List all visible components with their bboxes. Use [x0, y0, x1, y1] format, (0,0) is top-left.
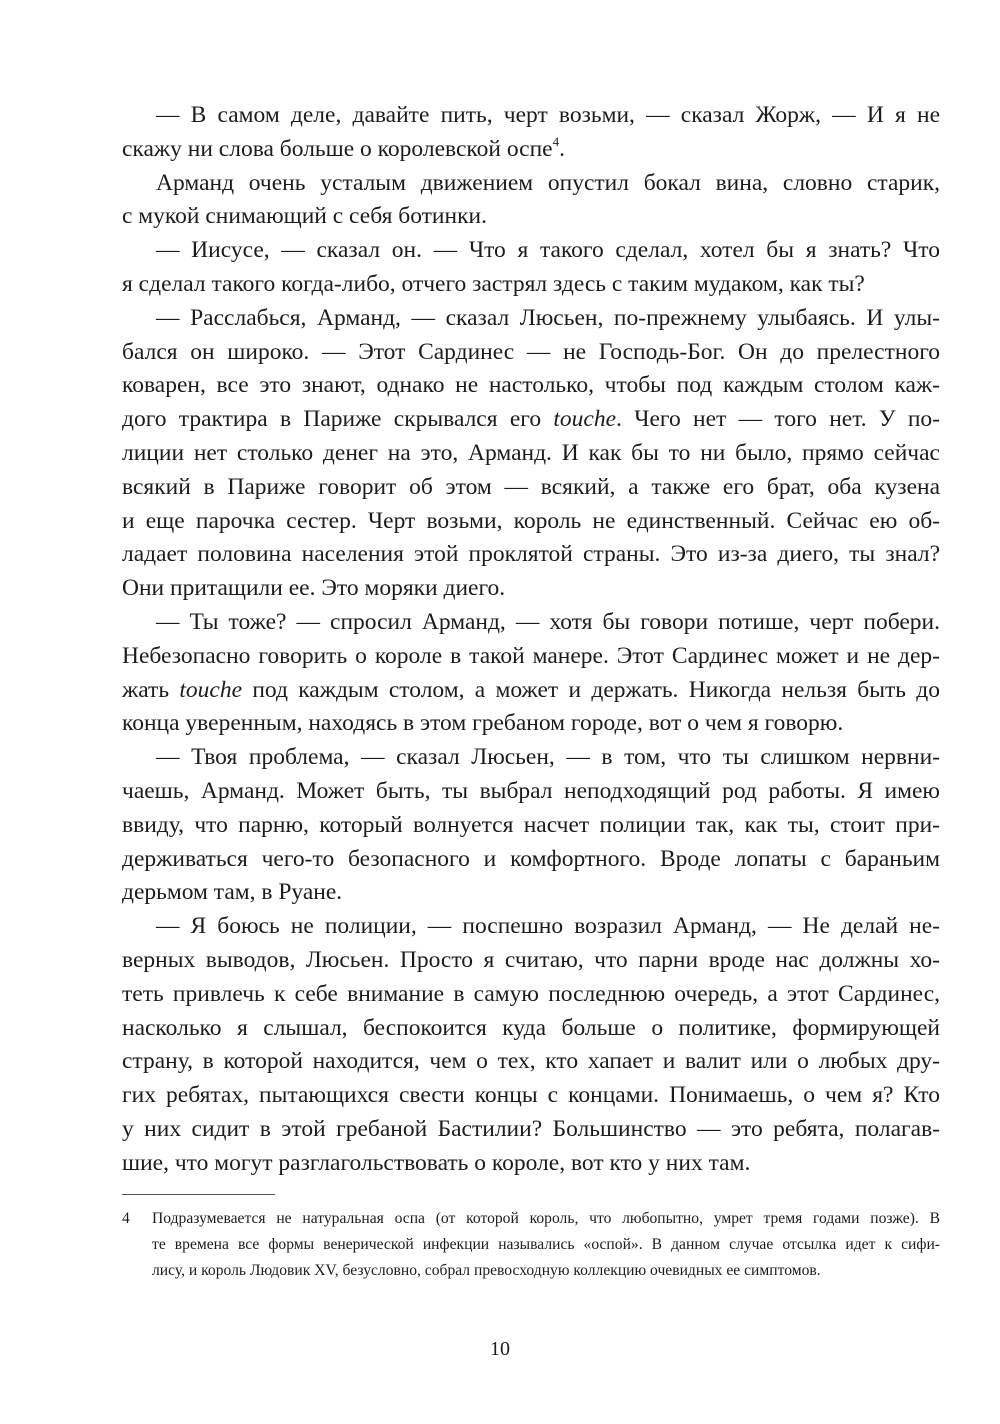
text-line: — В самом деле, давайте пить, черт возьми, — сказал Жорж, — И я не — [156, 102, 940, 128]
text-line: верных выводов, Люсьен. Просто я считаю, что парни вроде нас должны хо- — [122, 946, 940, 973]
text-line: — Иисусе, — сказал он. — Что я такого сделал, хотел бы я знать? Что — [156, 237, 940, 264]
main-text — [122, 99, 940, 1181]
text-line: — Твоя проблема, — сказал Люсьен, — в том, что ты слишком нервни- — [156, 744, 940, 771]
footnote — [122, 1206, 940, 1284]
text-line: коварен, все это знают, однако не настолько, чтобы под каждым столом каж- — [122, 372, 940, 399]
footnote-line: лису, и король Людовик XV, безусловно, собрал превосходную коллекцию очевидных ее симптомов. — [152, 1262, 821, 1279]
text-line: скажу ни слова больше о королевской оспе$^4$. — [122, 133, 565, 162]
page-number: 10 — [490, 1338, 510, 1360]
text-fragment: дого трактира в Париже скрывался его — [122, 406, 542, 433]
footnote-number: 4 — [122, 1210, 130, 1227]
text-line: дерьмом там, в Руане. — [122, 879, 343, 906]
text-line: Они притащили ее. Это моряки диего. — [122, 575, 506, 602]
text-line: ввиду, что парню, который волнуется насчет полиции так, как ты, стоит при- — [122, 811, 940, 838]
text-line: и еще парочка сестер. Черт возьми, король не единственный. Сейчас ею об- — [122, 507, 940, 534]
text-fragment: жать — [122, 676, 170, 703]
text-line: Небезопасно говорить о короле в такой манере. Этот Сардинес может и не дер- — [122, 642, 940, 669]
text-line: Арманд очень усталым движением опустил бокал вина, словно старик, — [156, 169, 940, 196]
footnote-reference[interactable]: 4 — [552, 133, 560, 149]
text-line: чаешь, Арманд. Может быть, ты выбрал неподходящий род работы. Я имею — [122, 777, 940, 804]
text-line: я сделал такого когда-либо, отчего застрял здесь с таким мудаком, как ты? — [122, 270, 865, 297]
text-line: теть привлечь к себе внимание в самую последнюю очередь, а этот Сардинес, — [122, 980, 940, 1007]
footnote-divider — [122, 1194, 275, 1195]
text-line: — Я боюсь не полиции, — поспешно возразил Арманд, — Не делай не- — [156, 913, 940, 940]
text-line: у них сидит в этой гребаной Бастилии? Большинство — это ребята, полагав- — [122, 1115, 940, 1142]
text-line: насколько я слышал, беспокоится куда больше о политике, формирующей — [122, 1014, 940, 1041]
text-line: — Ты тоже? — спросил Арманд, — хотя бы говори потише, черт побери. — [156, 608, 940, 635]
text-line: гих ребятах, пытающихся свести концы с концами. Понимаешь, о чем я? Кто — [122, 1082, 940, 1109]
text-line: бался он широко. — Этот Сардинес — не Господь-Бог. Он до прелестного — [122, 338, 940, 365]
text-fragment: Подразумевается не натуральная оспа (от которой король, что любопытно, умрет тремя годами позже). В — [152, 1210, 940, 1227]
text-line: с мукой снимающий с себя ботинки. — [122, 203, 487, 230]
text-fragment: под каждым столом, а может и держать. Никогда нельзя быть до — [252, 676, 941, 703]
footnote-line: те времена все формы венерической инфекции назывались «оспой». В данном случае отсылка идет к сифи- — [152, 1236, 940, 1253]
text-line: лиции нет столько денег на это, Арманд. И как бы то ни было, прямо сейчас — [122, 439, 940, 466]
text-line: ладает половина населения этой проклятой страны. Это из-за диего, ты знал? — [122, 541, 940, 568]
text-fragment: скажу ни слова больше о королевской оспе — [122, 135, 553, 162]
footnote-line — [122, 1206, 940, 1232]
text-line — [122, 674, 940, 708]
italic-term: touche — [553, 406, 617, 433]
text-line: держиваться чего-то безопасного и комфортного. Вроде лопаты с бараньим — [122, 845, 940, 872]
text-fragment: . Чего нет — того нет. У по- — [616, 406, 941, 433]
text-line — [122, 403, 940, 437]
text-line: всякий в Париже говорит об этом — всякий, а также его брат, оба кузена — [122, 473, 940, 500]
text-line: — Расслабься, Арманд, — сказал Люсьен, по-прежнему улыбаясь. И улы- — [156, 304, 940, 331]
text-line: конца уверенным, находясь в этом гребаном городе, вот о чем я говорю. — [122, 710, 844, 737]
text-line: шие, что могут разглагольствовать о короле, вот кто у них там. — [122, 1149, 751, 1176]
text-line: страну, в которой находится, чем о тех, кто хапает и валит или о любых дру- — [122, 1048, 940, 1075]
italic-term: touche — [179, 676, 242, 703]
